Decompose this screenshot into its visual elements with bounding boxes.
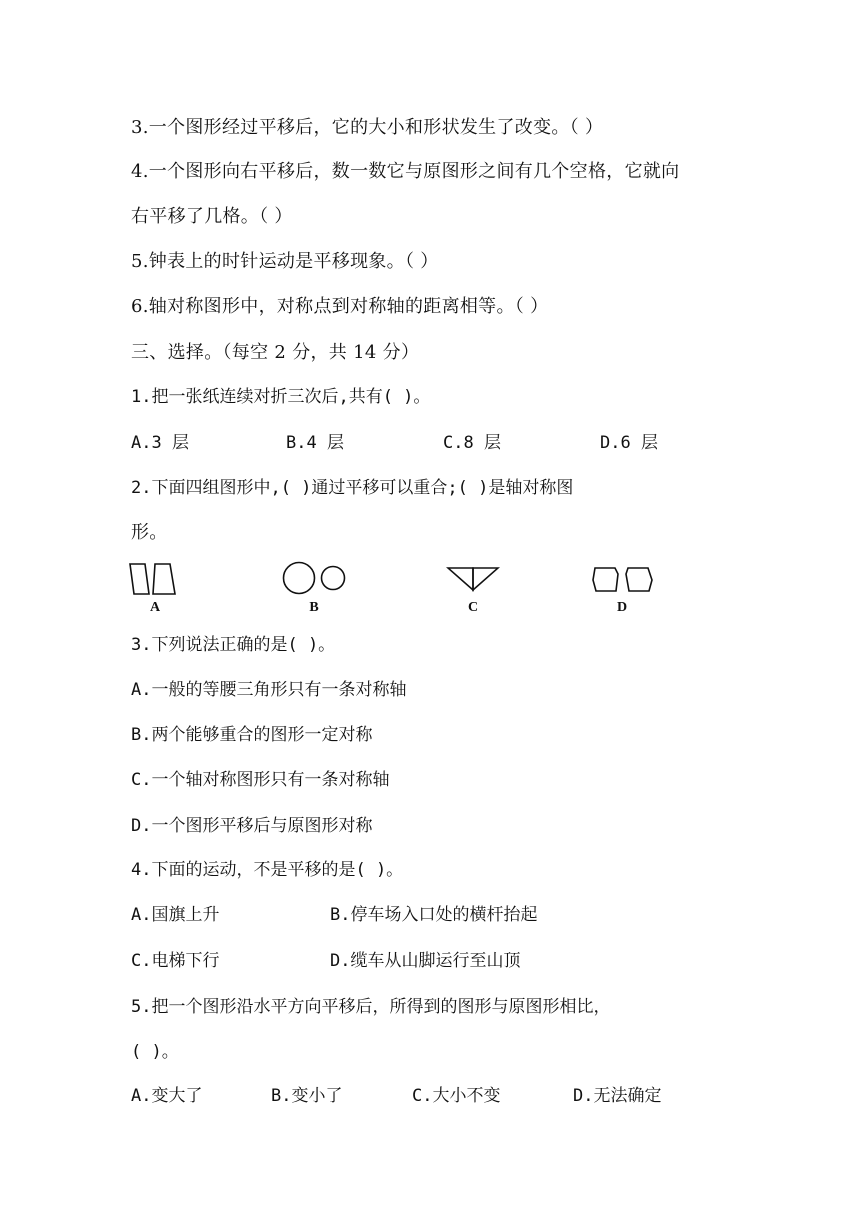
choice-4-option-b: B.停车场入口处的横杆抬起 (330, 905, 538, 925)
choice-1-option-b: B.4 层 (286, 433, 344, 453)
choice-5-option-b: B.变小了 (271, 1086, 343, 1106)
choice-question-2-line2: 形。 (131, 522, 168, 543)
choice-question-4: 4.下面的运动，不是平移的是( )。 (131, 860, 404, 880)
figure-label-c: C (467, 600, 479, 615)
choice-4-option-d: D.缆车从山脚运行至山顶 (330, 951, 521, 971)
choice-1-option-c: C.8 层 (443, 433, 501, 453)
choice-1-option-a: A.3 层 (131, 433, 189, 453)
choice-3-option-a: A.一般的等腰三角形只有一条对称轴 (131, 680, 407, 700)
choice-question-5-line2: ( )。 (131, 1042, 179, 1062)
choice-3-option-b: B.两个能够重合的图形一定对称 (131, 725, 373, 745)
figure-c-triangles (446, 560, 500, 600)
figure-label-d: D (616, 600, 628, 615)
choice-5-option-c: C.大小不变 (412, 1086, 501, 1106)
choice-question-3: 3.下列说法正确的是( )。 (131, 635, 336, 655)
figure-d-octagons (588, 560, 658, 600)
choice-3-option-d: D.一个图形平移后与原图形对称 (131, 816, 373, 836)
judgement-question-6: 6.轴对称图形中，对称点到对称轴的距离相等。（ ） (131, 296, 549, 317)
figure-label-a: A (149, 600, 161, 615)
judgement-question-4-line2: 右平移了几格。（ ） (131, 206, 293, 227)
choice-question-1: 1.把一张纸连续对折三次后,共有( )。 (131, 387, 431, 407)
choice-4-option-a: A.国旗上升 (131, 905, 220, 925)
figure-label-b: B (309, 600, 319, 615)
section-title-choice: 三、选择。（每空 2 分，共 14 分） (131, 342, 420, 363)
choice-5-option-d: D.无法确定 (573, 1086, 662, 1106)
choice-4-option-c: C.电梯下行 (131, 951, 220, 971)
judgement-question-3: 3.一个图形经过平移后，它的大小和形状发生了改变。（ ） (131, 117, 604, 138)
judgement-question-5: 5.钟表上的时针运动是平移现象。（ ） (131, 251, 439, 272)
judgement-question-4-line1: 4.一个图形向右平移后，数一数它与原图形之间有几个空格，它就向 (131, 161, 680, 182)
choice-1-option-d: D.6 层 (600, 433, 658, 453)
choice-question-2-line1: 2.下面四组图形中,( )通过平移可以重合;( )是轴对称图 (131, 478, 574, 498)
choice-3-option-c: C.一个轴对称图形只有一条对称轴 (131, 770, 390, 790)
choice-question-5-line1: 5.把一个图形沿水平方向平移后，所得到的图形与原图形相比， (131, 997, 611, 1017)
figure-a-trapezoids (128, 560, 184, 600)
choice-5-option-a: A.变大了 (131, 1086, 203, 1106)
figure-b-circles (280, 560, 350, 600)
